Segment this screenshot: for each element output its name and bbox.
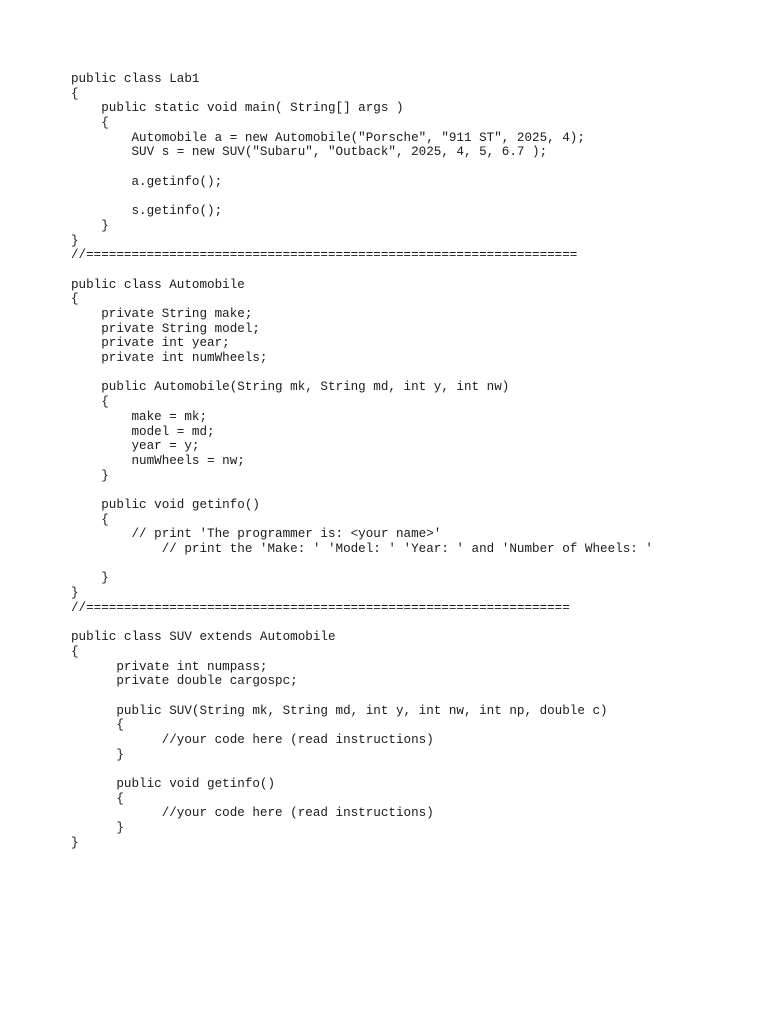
code-line: public void getinfo() xyxy=(71,497,260,512)
code-line: //your code here (read instructions) xyxy=(71,806,434,821)
code-line: } xyxy=(71,821,124,836)
code-line: public static void main( String[] args ) xyxy=(71,101,404,116)
code-line xyxy=(71,366,653,381)
code-line: } xyxy=(71,468,109,483)
code-line: public void getinfo() xyxy=(71,777,276,791)
code-line: private double cargospc; xyxy=(71,674,298,689)
code-line: // print the 'Make: ' 'Model: ' 'Year: ' and 'Number of Wheels: ' xyxy=(71,542,653,556)
code-line: } xyxy=(71,218,109,233)
code-line: { xyxy=(71,116,109,131)
code-line: public SUV(String mk, String md, int y, int nw, int np, double c) xyxy=(71,703,608,718)
code-line: { xyxy=(71,718,124,733)
code-line: private int year; xyxy=(71,336,230,351)
code-line: } xyxy=(71,571,109,586)
code-line: public class SUV extends Automobile xyxy=(71,630,336,645)
code-line: public class Lab1 xyxy=(71,72,200,86)
code-line: { xyxy=(71,395,109,410)
code-line: } xyxy=(71,747,124,762)
code-line: make = mk; xyxy=(71,409,208,424)
code-document xyxy=(71,72,653,850)
code-line: year = y; xyxy=(71,439,200,454)
code-line xyxy=(71,689,653,704)
code-line: //================================================================= xyxy=(71,248,578,263)
code-line: a.getinfo(); xyxy=(71,174,223,189)
code-line: Automobile a = new Automobile("Porsche", "911 ST", 2025, 4); xyxy=(71,130,585,145)
code-line: public class Automobile xyxy=(71,277,245,292)
code-line: { xyxy=(71,512,109,527)
code-line: s.getinfo(); xyxy=(71,204,223,219)
code-line: private String model; xyxy=(71,321,260,336)
code-line: } xyxy=(71,835,79,850)
code-line: numWheels = nw; xyxy=(71,453,245,468)
code-line: //================================================================ xyxy=(71,600,570,615)
code-line: } xyxy=(71,586,79,601)
code-line xyxy=(71,263,653,278)
code-line xyxy=(71,190,653,205)
code-line: //your code here (read instructions) xyxy=(71,732,434,747)
code-line: } xyxy=(71,233,79,248)
code-line: { xyxy=(71,791,124,806)
code-line xyxy=(71,762,653,777)
code-line xyxy=(71,160,653,175)
code-line: private String make; xyxy=(71,307,253,321)
code-line: model = md; xyxy=(71,424,215,439)
code-line: SUV s = new SUV("Subaru", "Outback", 2025, 4, 5, 6.7 ); xyxy=(71,145,548,160)
code-line: private int numpass; xyxy=(71,659,268,674)
code-line xyxy=(71,483,653,498)
code-line: // print 'The programmer is: <your name>' xyxy=(71,527,442,542)
code-line: { xyxy=(71,644,79,659)
code-line: private int numWheels; xyxy=(71,351,268,366)
code-line: { xyxy=(71,86,79,101)
code-line xyxy=(71,557,653,572)
code-line: public Automobile(String mk, String md, int y, int nw) xyxy=(71,380,510,395)
code-line xyxy=(71,615,653,630)
code-line: { xyxy=(71,292,79,307)
